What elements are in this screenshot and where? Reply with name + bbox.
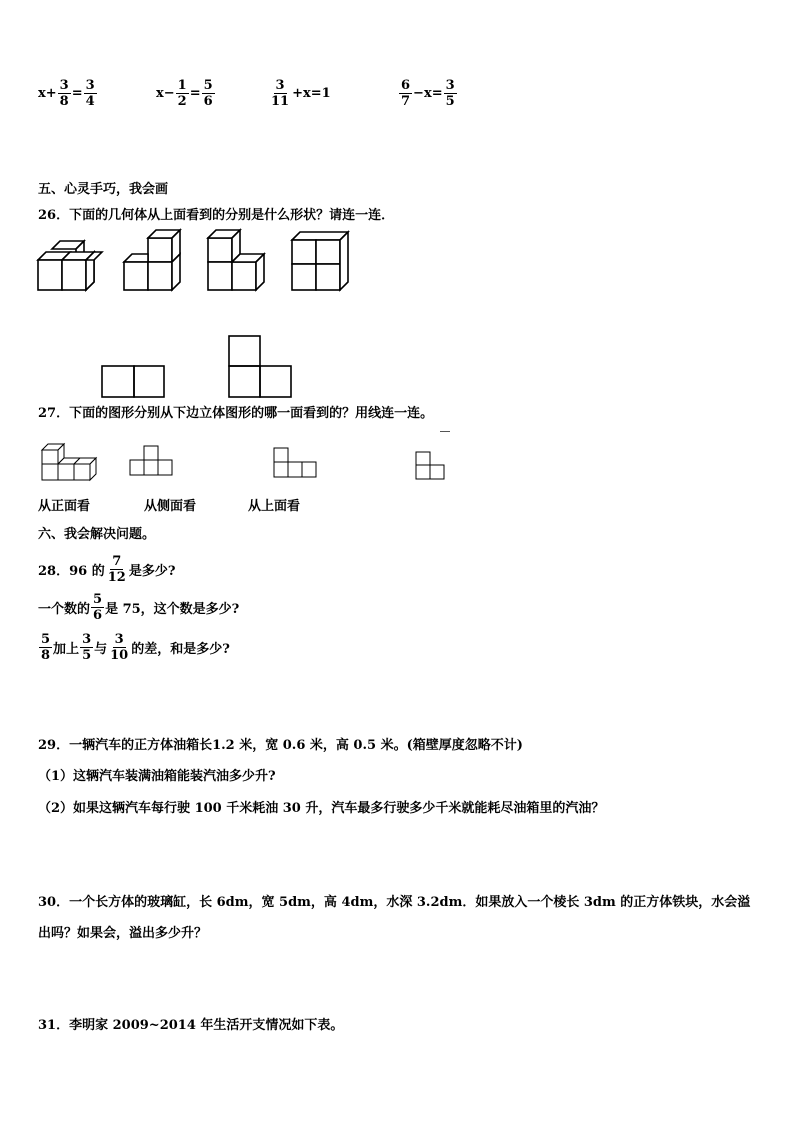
equation-3: $\frac{3}{11}$ +x=1 (271, 78, 331, 109)
question-28-line-2: 一个数的 $\frac{5}{6}$ 是 75，这个数是多少? (38, 592, 240, 623)
solid-2 (124, 230, 180, 290)
solid-4 (292, 232, 348, 290)
question-31: 31．李明家 2009~2014 年生活开支情况如下表。 (38, 1018, 344, 1033)
q27-view-c (416, 452, 444, 479)
fraction: $\frac{3}{5}$ (445, 78, 455, 109)
section-5-heading: 五、心灵手巧，我会画 (38, 182, 169, 197)
solid-3 (208, 230, 264, 290)
question-30-line-1: 30．一个长方体的玻璃缸，长 6dm，宽 5dm，高 4dm，水深 3.2dm．如果放入一个棱长 3dm 的正方体铁块，水会溢 (38, 895, 751, 910)
top-view-two-squares (102, 366, 164, 397)
scan-mark (440, 431, 450, 432)
q26-solids-figure (36, 230, 356, 300)
question-29-stem: 29．一辆汽车的正方体油箱长1.2 米，宽 0.6 米，高 0.5 米。(箱壁厚度忽略不计) (38, 738, 523, 753)
q27-view-a (130, 446, 172, 475)
fraction: $\frac{1}{2}$ (177, 78, 187, 109)
question-30-line-2: 出吗？如果会，溢出多少升？ (38, 926, 208, 941)
q27-view-b (274, 448, 316, 477)
fraction: $\frac{3}{8}$ (59, 78, 69, 109)
question-29-part-2: （2）如果这辆汽车每行驶 100 千米耗油 30 升，汽车最多行驶多少千米就能耗尽油箱里的汽油？ (38, 801, 605, 816)
fraction: $\frac{3}{10}$ (110, 632, 129, 663)
equation-2: x− $\frac{1}{2}$ = $\frac{5}{6}$ (156, 78, 213, 109)
fraction: $\frac{3}{11}$ (271, 78, 290, 109)
fraction: $\frac{5}{6}$ (203, 78, 213, 109)
equation-1-prefix: x+ (38, 86, 57, 101)
solid-1 (38, 241, 102, 290)
fraction: $\frac{6}{7}$ (401, 78, 411, 109)
label-top-view: 从上面看 (248, 499, 301, 514)
fraction: $\frac{5}{8}$ (41, 632, 51, 663)
fraction: $\frac{7}{12}$ (107, 554, 126, 585)
q26-top-views (100, 336, 300, 400)
label-front-view: 从正面看 (38, 499, 91, 514)
equation-1: x+ $\frac{3}{8}$ = $\frac{3}{4}$ (38, 78, 95, 109)
q27-solid (42, 444, 96, 480)
fraction: $\frac{3}{5}$ (82, 632, 92, 663)
fraction: $\frac{3}{4}$ (85, 78, 95, 109)
q27-figures (38, 440, 458, 490)
equation-4: $\frac{6}{7}$ −x= $\frac{3}{5}$ (401, 78, 455, 109)
fraction: $\frac{5}{6}$ (93, 592, 103, 623)
question-28-line-3: $\frac{5}{8}$ 加上 $\frac{3}{5}$ 与 $\frac{3}{10}$ 的差，和是多少? (41, 632, 230, 663)
top-view-l-shape (229, 336, 291, 397)
question-28-line-1: 28．96 的 $\frac{7}{12}$ 是多少? (38, 554, 176, 585)
question-29-part-1: （1）这辆汽车装满油箱能装汽油多少升? (38, 769, 276, 784)
section-6-heading: 六、我会解决问题。 (38, 527, 156, 542)
question-27: 27．下面的图形分别从下边立体图形的哪一面看到的？用线连一连。 (38, 406, 434, 421)
label-side-view: 从侧面看 (144, 499, 197, 514)
question-26: 26．下面的几何体从上面看到的分别是什么形状？请连一连． (38, 208, 395, 223)
